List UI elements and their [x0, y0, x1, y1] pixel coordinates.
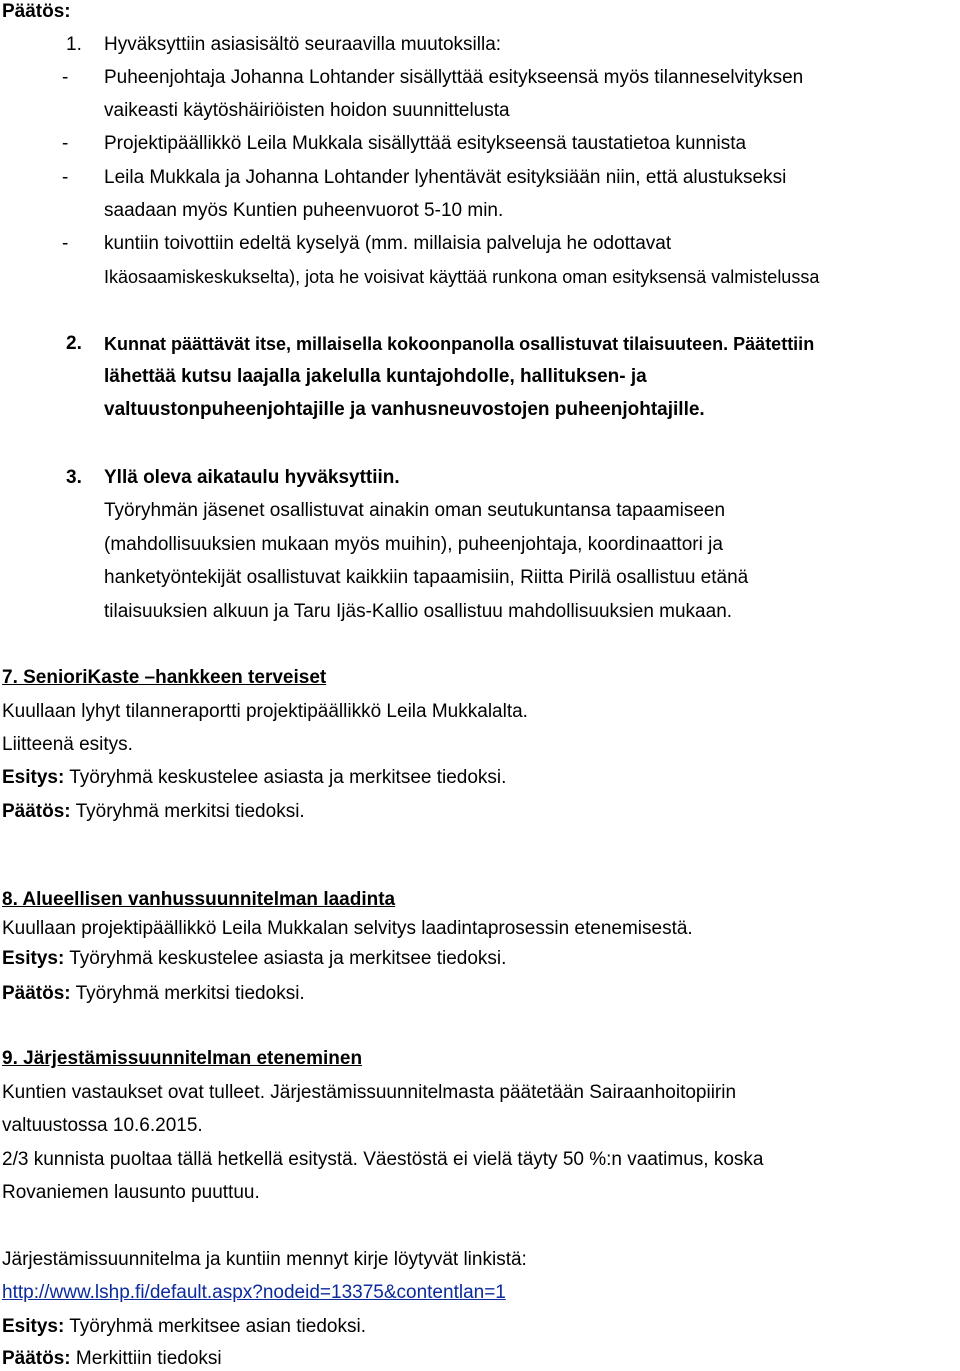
section-9-line-4: Rovaniemen lausunto puuttuu. [2, 1182, 260, 1203]
section-8-heading-text: 8. Alueellisen vanhussuunnitelman laadinta [2, 889, 396, 910]
section-8-proposal [2, 947, 506, 971]
decision-text: Työryhmä merkitsi tiedoksi. [70, 801, 305, 822]
decision-2-line-1: Kunnat päättävät itse, millaisella kokoonpanolla osallistuvat tilaisuuteen. Päätettiin [104, 334, 815, 354]
decision-1-number: 1. [66, 34, 82, 55]
decision-1-item-1-line-2: vaikeasti käytöshäiriöisten hoidon suunnittelusta [104, 100, 510, 121]
decision-1-item-3-line-2: saadaan myös Kuntien puheenvuorot 5-10 min. [104, 200, 504, 221]
bullet-dash: - [62, 133, 69, 154]
section-9-line-1: Kuntien vastaukset ovat tulleet. Järjestämissuunnitelmasta päätetään Sairaanhoitopiirin [2, 1082, 737, 1103]
decision-1-intro: Hyväksyttiin asiasisältö seuraavilla muutoksilla: [104, 34, 502, 55]
section-9-heading-text: 9. Järjestämissuunnitelman eteneminen [2, 1048, 363, 1069]
section-8-decision [2, 982, 305, 1006]
section-8-heading [2, 888, 395, 912]
decision-2-number: 2. [66, 333, 82, 354]
proposal-text: Työryhmä keskustelee asiasta ja merkitsee tiedoksi. [64, 767, 507, 788]
section-7-line-2: Liitteenä esitys. [2, 734, 133, 755]
decision-1-item-3-line-1: Leila Mukkala ja Johanna Lohtander lyhentävät esityksiään niin, että alustukseksi [104, 167, 787, 188]
section-7-proposal [2, 766, 506, 790]
decision-1-item-4-line-1: kuntiin toivottiin edeltä kyselyä (mm. millaisia palveluja he odottavat [104, 233, 672, 254]
decision-3-number: 3. [66, 467, 82, 488]
decision-label: Päätös: [2, 801, 71, 822]
section-9-decision [2, 1347, 222, 1371]
decision-text: Merkittiin tiedoksi [70, 1348, 222, 1369]
decision-text: Työryhmä merkitsi tiedoksi. [70, 983, 305, 1004]
decision-3-line-2: Työryhmän jäsenet osallistuvat ainakin oman seutukuntansa tapaamiseen [104, 500, 726, 521]
section-7-line-1: Kuullaan lyhyt tilanneraportti projektipäällikkö Leila Mukkalalta. [2, 701, 528, 722]
bullet-dash: - [62, 233, 69, 254]
decision-heading: Päätös: [2, 1, 71, 22]
decision-3-line-5: tilaisuuksien alkuun ja Taru Ijäs-Kallio osallistuu mahdollisuuksien mukaan. [104, 601, 733, 622]
decision-2-line-2: lähettää kutsu laajalla jakelulla kuntajohdolle, hallituksen- ja [104, 366, 647, 387]
section-9-line-3: 2/3 kunnista puoltaa tällä hetkellä esitystä. Väestöstä ei vielä täyty 50 %:n vaatimus, koska [2, 1149, 764, 1170]
section-8-line-1: Kuullaan projektipäällikkö Leila Mukkalan selvitys laadintaprosessin etenemisestä. [2, 918, 693, 939]
decision-2-line-3: valtuustonpuheenjohtajille ja vanhusneuvostojen puheenjohtajille. [104, 399, 705, 420]
decision-1-item-2: Projektipäällikkö Leila Mukkala sisällyttää esitykseensä taustatietoa kunnista [104, 133, 747, 154]
decision-3-line-4: hanketyöntekijät osallistuvat kaikkiin tapaamisiin, Riitta Pirilä osallistuu etänä [104, 567, 749, 588]
section-7-heading-text: 7. SenioriKaste –hankkeen terveiset [2, 667, 327, 688]
bullet-dash: - [62, 167, 69, 188]
bullet-dash: - [62, 67, 69, 88]
section-9-line-5: Järjestämissuunnitelma ja kuntiin mennyt kirje löytyvät linkistä: [2, 1249, 527, 1270]
proposal-text: Työryhmä keskustelee asiasta ja merkitsee tiedoksi. [64, 948, 507, 969]
decision-1-item-1-line-1: Puheenjohtaja Johanna Lohtander sisällyttää esitykseensä myös tilanneselvityksen [104, 67, 804, 88]
proposal-text: Työryhmä merkitsee asian tiedoksi. [64, 1316, 366, 1337]
section-7-heading [2, 666, 326, 690]
proposal-label: Esitys: [2, 1316, 65, 1337]
decision-label: Päätös: [2, 983, 71, 1004]
section-9-link-line [2, 1281, 506, 1305]
section-7-decision [2, 800, 305, 824]
decision-label: Päätös: [2, 1348, 71, 1369]
decision-1-item-4-line-2: Ikäosaamiskeskukselta), jota he voisivat käyttää runkona oman esityksensä valmistelussa [104, 267, 820, 287]
proposal-label: Esitys: [2, 948, 65, 969]
decision-3-line-3: (mahdollisuuksien mukaan myös muihin), puheenjohtaja, koordinaattori ja [104, 534, 723, 555]
decision-3-line-1: Yllä oleva aikataulu hyväksyttiin. [104, 467, 400, 488]
section-9-proposal [2, 1315, 366, 1339]
proposal-label: Esitys: [2, 767, 65, 788]
section-9-heading [2, 1047, 362, 1071]
plan-document-link[interactable]: http://www.lshp.fi/default.aspx?nodeid=13375&contentlan=1 [2, 1282, 506, 1303]
section-9-line-2: valtuustossa 10.6.2015. [2, 1115, 203, 1136]
